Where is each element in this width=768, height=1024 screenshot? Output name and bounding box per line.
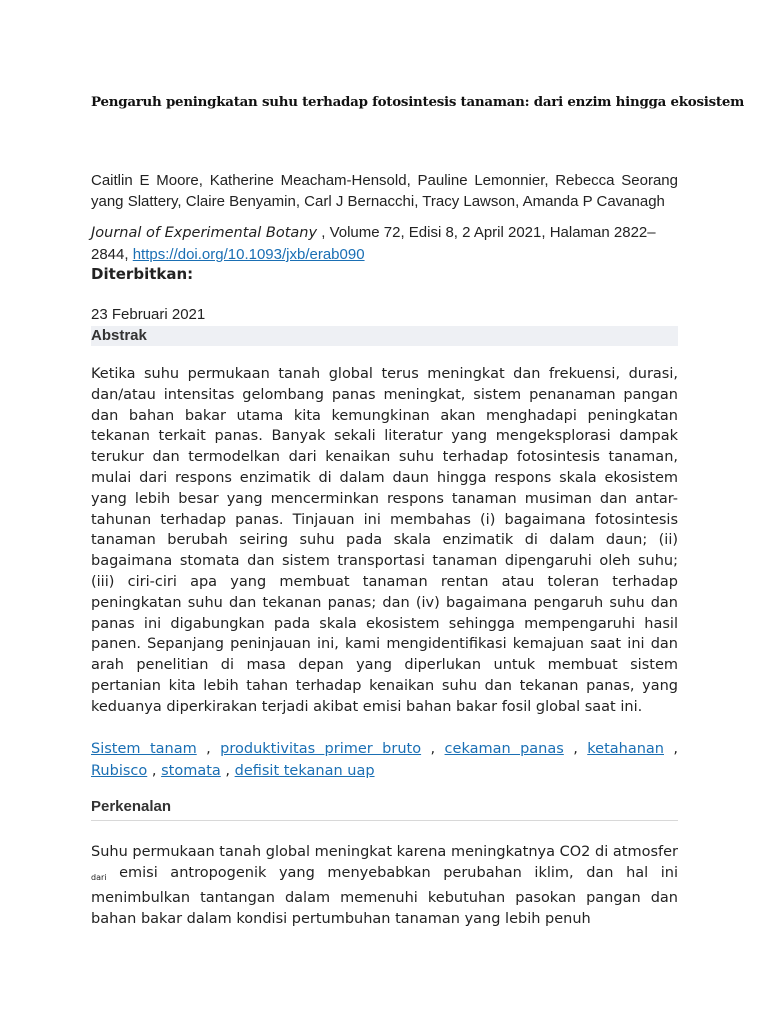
keyword-link[interactable]: stomata	[161, 762, 221, 779]
published-label: Diterbitkan:	[91, 265, 194, 283]
keyword-separator: ,	[673, 741, 679, 757]
author-list: Caitlin E Moore, Katherine Meacham-Hensold, Pauline Lemonnier, Rebecca Seorang yang Slattery, Claire Benyamin, Carl J Bernacchi, Tracy Lawson, Amanda P Cavanagh	[91, 172, 678, 210]
keyword-list	[91, 739, 678, 782]
keyword-link[interactable]: produktivitas primer bruto	[220, 741, 422, 757]
introduction-text-part: emisi antropogenik yang menyebabkan perubahan iklim, dan hal ini menimbulkan tantangan dalam memenuhi kebutuhan pasokan pangan dan bahan bakar dalam kondisi pertumbuhan tanaman yang lebih penuh	[91, 865, 678, 927]
keyword-separator: ,	[430, 741, 436, 757]
keyword-separator: ,	[206, 741, 211, 757]
keyword-link[interactable]: ketahanan	[587, 741, 664, 757]
introduction-text-part: Suhu permukaan tanah global meningkat karena meningkatnya CO2 di atmosfer	[91, 844, 678, 860]
keyword-separator: ,	[151, 762, 157, 779]
citation	[91, 222, 678, 265]
keyword-link[interactable]: Sistem tanam	[91, 741, 197, 757]
keyword-separator: ,	[225, 762, 230, 779]
published-date: 23 Februari 2021	[91, 306, 206, 323]
journal-name: Journal of Experimental Botany	[91, 225, 318, 241]
keyword-link[interactable]: Rubisco	[91, 762, 148, 779]
article-title: Pengaruh peningkatan suhu terhadap fotosintesis tanaman: dari enzim hingga ekosistem	[91, 94, 745, 110]
subscript-text: dari	[91, 873, 107, 882]
introduction-text	[91, 842, 678, 930]
abstract-text: Ketika suhu permukaan tanah global terus meningkat dan frekuensi, durasi, dan/atau intensitas gelombang panas meningkat, sistem penanaman pangan dan bahan bakar utama kita kemungkinan akan menghadapi peningkatan tekanan terkait panas. Banyak sekali literatur yang mengeksplorasi dampak terukur dan termodelkan dari kenaikan suhu terhadap fotosintesis tanaman, mulai dari respons enzimatik di dalam daun hingga respons skala ekosistem yang lebih besar yang mencerminkan respons tanaman musiman dan antar-tahunan terhadap panas. Tinjauan ini membahas (i) bagaimana fotosintesis tanaman berubah seiring suhu pada skala enzimatik di dalam daun; (ii) bagaimana stomata dan sistem transportasi tanaman dipengaruhi oleh suhu; (iii) ciri-ciri apa yang membuat tanaman rentan atau toleran terhadap peningkatan suhu dan tekanan panas; dan (iv) bagaimana pengaruh suhu dan panas ini digabungkan pada skala ekosistem sehingga mempengaruhi hasil panen. Sepanjang peninjauan ini, kami mengidentifikasi kemajuan saat ini dan arah penelitian di masa depan yang diperlukan untuk membuat sistem pertanian kita lebih tahan terhadap kenaikan suhu dan tekanan panas, yang keduanya diperkirakan terjadi akibat emisi bahan bakar fosil global saat ini.	[91, 366, 678, 715]
keyword-link[interactable]: defisit tekanan uap	[234, 762, 375, 779]
doi-link[interactable]: https://doi.org/10.1093/jxb/erab090	[132, 246, 365, 263]
introduction-heading: Perkenalan	[91, 798, 678, 821]
abstract-heading: Abstrak	[91, 326, 678, 346]
keyword-separator: ,	[573, 741, 578, 757]
citation-details: , Volume 72, Edisi 8, 2 April 2021, Halaman 2822–2844,	[91, 224, 656, 263]
keyword-link[interactable]: cekaman panas	[444, 741, 564, 757]
